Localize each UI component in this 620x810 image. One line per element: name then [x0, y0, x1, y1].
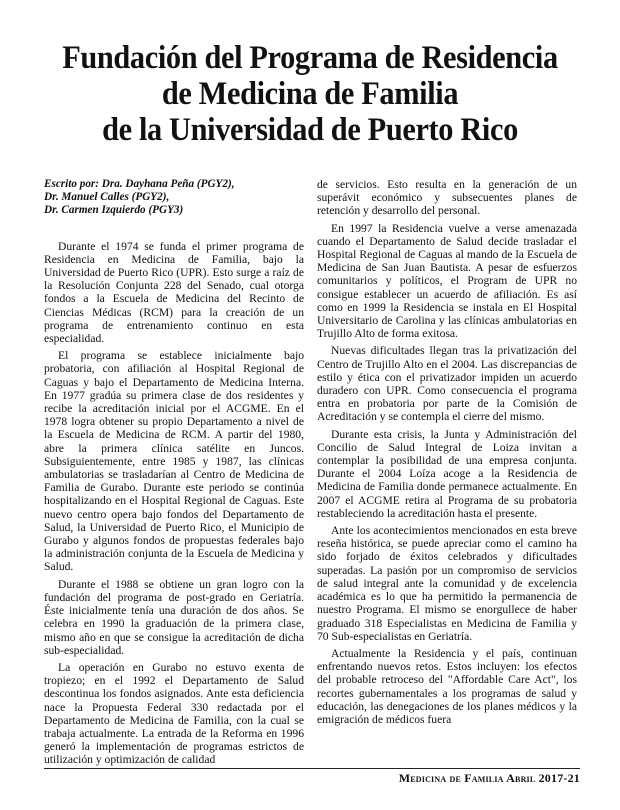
title-line-1: Fundación del Programa de Residencia — [62, 40, 558, 76]
footer-issue-label: Medicina de Familia Abril 2017-21 — [398, 771, 580, 785]
paragraph: En 1997 la Residencia vuelve a verse amenazada cuando el Departamento de Salud decide trasladar el Hospital Regional de Caguas al mando de la Escuela de Medicina de San Juan Bautista. A pesar de esfuerzos comunitarios y políticos, el Program de UPR no consigue establecer un acuerdo de afiliación. Es así como en 1999 la Residencia se instala en El Hospital Universitario de Carolina y las clínicas ambulatorias en Trujillo Alto de forma exitosa. — [317, 221, 577, 341]
author-byline — [44, 178, 304, 218]
article-title — [43, 40, 577, 148]
page-footer — [44, 768, 580, 785]
right-column — [317, 178, 577, 730]
paragraph-continuation: de servicios. Esto resulta en la generación de un superávit económico y subsecuentes planes de retención y desarrollo del personal. — [317, 178, 577, 218]
paragraph: Durante esta crisis, la Junta y Administración del Concilio de Salud Integral de Loiza invitan a contemplar la posibilidad de una empresa conjunta. Durante el 2004 Loíza acoge a la Residencia de Medicina de Familia donde permanece actualmente. En 2007 el ACGME retira al Programa de su probatoria restableciendo la acreditación hasta el presente. — [317, 427, 577, 520]
title-line-2: de Medicina de Familia — [161, 76, 459, 112]
paragraph: Nuevas dificultades llegan tras la privatización del Centro de Trujillo Alto en el 2004. Las discrepancias de estilo y ética con el privatizador impiden un acuerdo duradero con UPR. Como consecuencia el programa entra en probatoria por parte de la Comisión de Acreditación y se contempla el cierre del mismo. — [317, 344, 577, 424]
paragraph: Ante los acontecimientos mencionados en esta breve reseña histórica, se puede apreciar como el camino ha sido forjado de éxitos celebrados y dificultades superadas. La pasión por un compromiso de servicios de salud integral ante la comunidad y de excelencia académica es lo que ha permitido la permanencia de nuestro Programa. El mismo se enorgullece de haber graduado 318 Especialistas en Medicina de Familia y 70 Sub-especialistas en Geriatría. — [317, 524, 577, 643]
author-line-2: Dr. Manuel Calles (PGY2), — [44, 191, 170, 204]
left-column — [44, 178, 304, 771]
author-line-1: Escrito por: Dra. Dayhana Peña (PGY2), — [44, 178, 235, 190]
paragraph: Actualmente la Residencia y el país, continuan enfrentando nuevos retos. Estos incluyen: los efectos del probable retroceso del "Affordable Care Act", los recortes gubernamentales a los programas de salud y educación, las denegaciones de los planes médicos y la emigración de médicos fuera — [317, 646, 577, 726]
paragraph: La operación en Gurabo no estuvo exenta de tropiezo; en el 1992 el Departamento de Salud descontinua los fondos asignados. Ante esta deficiencia nace la Propuesta Federal 330 redactada por el Departamento de Medicina de Familia, con la cual se trabaja actualmente. La entrada de la Reforma en 1996 generó la implementación de programas estrictos de utilización y optimización de calidad — [44, 660, 304, 767]
paragraph: El programa se establece inicialmente bajo probatoria, con afiliación al Hospital Regional de Caguas y bajo el Departamento de Medicina Interna. En 1977 gradúa su primera clase de dos residentes y recibe la acreditación inicial por el ACGME. En el 1978 logra obtener su propio Departamento a nivel de la Escuela de Medicina de RCM. A partir del 1980, abre la primera clínica satélite en Juncos. Subsiguientemente, entre 1985 y 1987, las clínicas ambulatorias se trasladarían al Centro de Medicina de Familia de Gurabo. Durante este periodo se continúa hospitalizando en el Hospital Regional de Caguas. Este nuevo centro opera bajo fondos del Departamento de Salud, la Universidad de Puerto Rico, el Municipio de Gurabo y algunos fondos de propuestas federales bajo la administración conjunta de la Escuela de Medicina y Salud. — [44, 349, 304, 574]
author-line-3: Dr. Carmen Izquierdo (PGY3) — [44, 204, 184, 217]
title-line-3: de la Universidad de Puerto Rico — [102, 112, 518, 148]
paragraph: Durante el 1988 se obtiene un gran logro con la fundación del programa de post-grado en Geriatría. Éste inicialmente tenía una duración de dos años. Se celebra en 1990 la graduación de la primera clase, mismo año en que se consigue la acreditación de dicha sub-especialidad. — [44, 577, 304, 657]
paragraph: Durante el 1974 se funda el primer programa de Residencia en Medicina de Familia, bajo la Universidad de Puerto Rico (UPR). Esto surge a raíz de la Resolución Conjunta 228 del Senado, cual otorga fondos a la Escuela de Medicina del Recinto de Ciencias Médicas (RCM) para la creación de un programa de entrenamiento continuo en esta especialidad. — [44, 239, 304, 346]
